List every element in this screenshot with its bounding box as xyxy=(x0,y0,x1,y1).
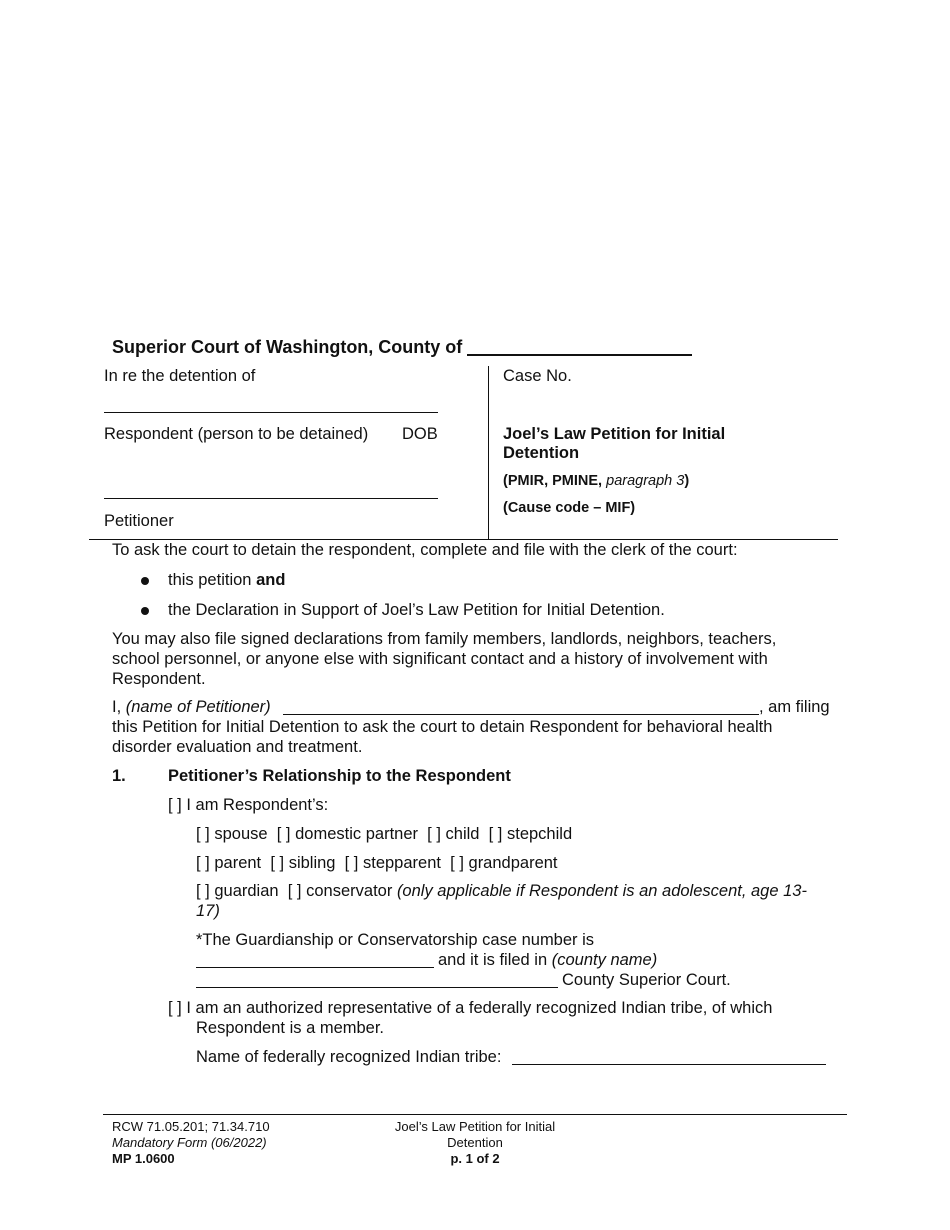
footer-title-line1: Joel’s Law Petition for Initial xyxy=(394,1119,556,1134)
petitioner-label: Petitioner xyxy=(104,512,174,530)
guardianship-case-number-field[interactable] xyxy=(196,967,434,968)
form-title-line1: Joel’s Law Petition for Initial xyxy=(503,425,726,443)
tribe-name-field[interactable] xyxy=(512,1064,826,1065)
bullet-icon xyxy=(141,577,149,585)
form-title-line2: Detention xyxy=(503,444,580,462)
checkbox-parent[interactable]: [ ] parent xyxy=(196,854,262,872)
respondent-name-field[interactable] xyxy=(104,412,438,413)
bullet1-text: this petition xyxy=(168,571,252,589)
county-blank-field[interactable] xyxy=(467,336,692,356)
filed-in-text xyxy=(438,951,657,970)
checkbox-stepparent[interactable]: [ ] stepparent xyxy=(344,854,441,872)
tribe-rep-line1: I am an authorized representative of a federally recognized Indian tribe, of which xyxy=(186,999,773,1017)
filing-statement-line1 xyxy=(112,698,271,717)
footer-rule xyxy=(103,1114,847,1115)
guardianship-case-number-text: *The Guardianship or Conservatorship case number is xyxy=(196,931,595,949)
footer-rcw: RCW 71.05.201; 71.34.710 xyxy=(112,1119,270,1134)
form-codes-bold: (PMIR, PMINE, xyxy=(503,473,603,489)
checkbox-tribe-representative[interactable] xyxy=(168,999,772,1018)
footer-form-number: MP 1.0600 xyxy=(112,1151,175,1166)
declarations-line3: Respondent. xyxy=(112,670,206,688)
checkbox-mark[interactable]: [ ] xyxy=(168,796,182,814)
adolescent-note: (only applicable if Respondent is an adolescent, age 13- xyxy=(396,882,807,900)
filing-statement-line3: disorder evaluation and treatment. xyxy=(112,738,363,756)
checkbox-grandparent[interactable]: [ ] grandparent xyxy=(450,854,558,872)
filed-in-label: and it is filed in xyxy=(438,951,548,969)
filing-prefix: I, xyxy=(112,698,122,716)
respondent-label: Respondent (person to be detained) xyxy=(104,425,369,443)
case-no-label: Case No. xyxy=(503,367,572,385)
form-codes-italic: paragraph 3 xyxy=(606,473,685,489)
checkbox-conservator[interactable]: [ ] conservator xyxy=(287,882,393,900)
court-title-text: Superior Court of Washington, County of xyxy=(112,337,463,357)
adolescent-note-line2: 17) xyxy=(196,902,220,920)
footer-title-line2: Detention xyxy=(447,1135,503,1150)
checkbox-guardian[interactable]: [ ] guardian xyxy=(196,882,279,900)
checkbox-child[interactable]: [ ] child xyxy=(427,825,480,843)
petitioner-name-blank[interactable] xyxy=(283,714,759,715)
checkbox-domestic-partner[interactable]: [ ] domestic partner xyxy=(276,825,418,843)
footer-center xyxy=(375,1119,575,1167)
declarations-line1: You may also file signed declarations from family members, landlords, neighbors, teachers, xyxy=(112,630,777,648)
checkbox-stepchild[interactable]: [ ] stepchild xyxy=(488,825,573,843)
form-codes-close: ) xyxy=(684,473,690,489)
tribe-name-label: Name of federally recognized Indian tribe: xyxy=(196,1048,502,1066)
relation-options-row3 xyxy=(196,882,807,901)
section-number: 1. xyxy=(112,767,126,785)
county-name-hint: (county name) xyxy=(551,951,658,969)
tribe-rep-line2: Respondent is a member. xyxy=(196,1019,385,1037)
county-court-text: County Superior Court. xyxy=(562,971,731,989)
relation-options-row1 xyxy=(196,825,572,844)
filing-italic: (name of Petitioner) xyxy=(125,698,271,716)
bullet-icon xyxy=(141,607,149,615)
bullet-item-declaration: the Declaration in Support of Joel’s Law Petition for Initial Detention. xyxy=(168,601,665,619)
footer-mandatory: Mandatory Form (06/2022) xyxy=(112,1135,267,1150)
petitioner-name-field[interactable] xyxy=(104,498,438,499)
bullet-item-petition xyxy=(168,571,285,590)
cause-code: (Cause code – MIF) xyxy=(503,500,636,516)
checkbox-respondent-relation[interactable] xyxy=(168,796,328,815)
section-heading: Petitioner’s Relationship to the Respondent xyxy=(168,767,511,785)
detention-label: In re the detention of xyxy=(104,367,256,385)
respondent-relation-label: I am Respondent’s: xyxy=(186,796,329,814)
bullet1-bold: and xyxy=(256,571,286,589)
relation-options-row2 xyxy=(196,854,558,873)
checkbox-mark[interactable]: [ ] xyxy=(168,999,182,1017)
caption-bottom-rule xyxy=(89,539,838,540)
dob-label: DOB xyxy=(402,425,438,443)
caption-divider xyxy=(488,366,489,539)
declarations-line2: school personnel, or anyone else with significant contact and a history of involvement with xyxy=(112,650,768,668)
filing-suffix: , am filing xyxy=(759,698,830,716)
filing-statement-line2: this Petition for Initial Detention to ask the court to detain Respondent for behavioral health xyxy=(112,718,773,736)
footer-left xyxy=(112,1119,270,1167)
form-codes xyxy=(503,473,689,489)
checkbox-spouse[interactable]: [ ] spouse xyxy=(196,825,268,843)
instruction-text: To ask the court to detain the respondent, complete and file with the clerk of the court: xyxy=(112,541,738,559)
county-name-field[interactable] xyxy=(196,987,558,988)
footer-page-number: p. 1 of 2 xyxy=(450,1151,500,1166)
checkbox-sibling[interactable]: [ ] sibling xyxy=(270,854,336,872)
court-title xyxy=(112,336,692,358)
